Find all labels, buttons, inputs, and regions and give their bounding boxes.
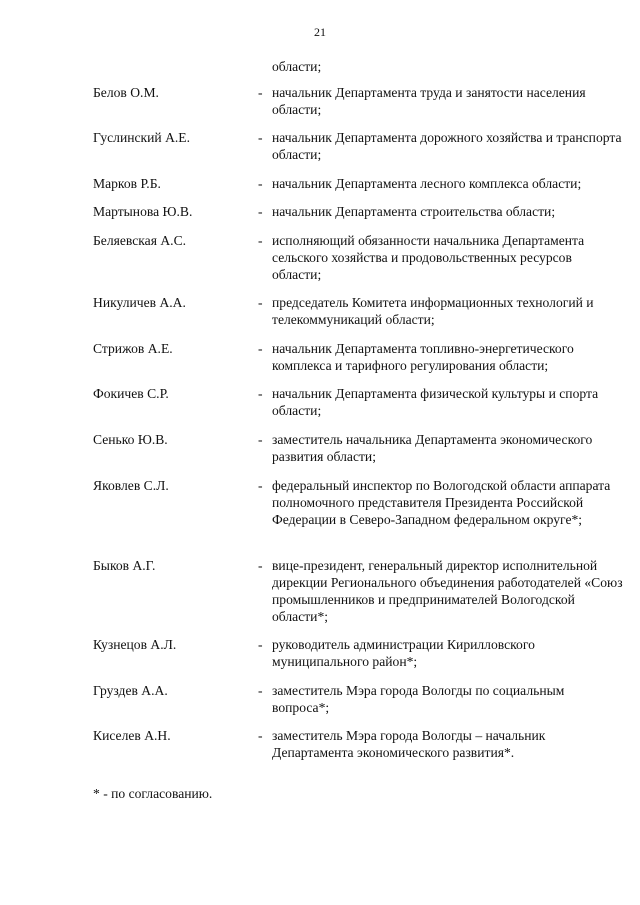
dash-separator: - <box>258 386 263 401</box>
member-position: начальник Департамента дорожного хозяйства и транспорта области; <box>272 130 622 162</box>
member-name: Фокичев С.Р. <box>93 386 169 401</box>
member-name: Мартынова Ю.В. <box>93 204 193 219</box>
member-position: заместитель Мэра города Вологды по социальным вопроса*; <box>272 683 565 715</box>
dash-separator: - <box>258 204 263 219</box>
member-name: Гуслинский А.Е. <box>93 130 191 145</box>
member-position: федеральный инспектор по Вологодской области аппарата полномочного представителя Президента Российской Федерации в Северо-Западном федеральном округе*; <box>272 478 611 527</box>
dash-separator: - <box>258 728 263 743</box>
member-name: Сенько Ю.В. <box>93 432 168 447</box>
dash-separator: - <box>258 341 263 356</box>
member-name: Кузнецов А.Л. <box>93 637 177 652</box>
member-name: Яковлев С.Л. <box>93 478 169 493</box>
member-position: заместитель Мэра города Вологды – начальник Департамента экономического развития*. <box>272 728 546 760</box>
dash-separator: - <box>258 683 263 698</box>
member-name: Киселев А.Н. <box>93 728 171 743</box>
footnote: * - по согласованию. <box>93 786 213 801</box>
member-position: председатель Комитета информационных технологий и телекоммуникаций области; <box>272 295 594 327</box>
continuation-text: области; <box>272 59 322 74</box>
member-position: вице-президент, генеральный директор исполнительной дирекции Регионального объединения работодателей «Союз промышленников и предпринимателей Вологодской области*; <box>272 558 623 624</box>
page-number: 21 <box>314 25 326 39</box>
member-position: заместитель начальника Департамента экономического развития области; <box>272 432 593 464</box>
member-name: Беляевская А.С. <box>93 233 187 248</box>
member-position: начальник Департамента труда и занятости населения области; <box>272 85 586 117</box>
member-name: Быков А.Г. <box>93 558 156 573</box>
member-position: начальник Департамента строительства области; <box>272 204 556 219</box>
dash-separator: - <box>258 130 263 145</box>
member-position: начальник Департамента физической культуры и спорта области; <box>272 386 599 418</box>
dash-separator: - <box>258 176 263 191</box>
member-name: Белов О.М. <box>93 85 159 100</box>
dash-separator: - <box>258 295 263 310</box>
member-name: Марков Р.Б. <box>93 176 161 191</box>
dash-separator: - <box>258 637 263 652</box>
member-position: руководитель администрации Кирилловского муниципального район*; <box>272 637 535 669</box>
dash-separator: - <box>258 233 263 248</box>
dash-separator: - <box>258 432 263 447</box>
dash-separator: - <box>258 558 263 573</box>
member-position: исполняющий обязанности начальника Департамента сельского хозяйства и продовольственных ресурсов области; <box>272 233 585 282</box>
dash-separator: - <box>258 478 263 493</box>
dash-separator: - <box>258 85 263 100</box>
member-position: начальник Департамента лесного комплекса области; <box>272 176 582 191</box>
member-position: начальник Департамента топливно-энергетического комплекса и тарифного регулирования области; <box>272 341 574 373</box>
member-name: Груздев А.А. <box>93 683 168 698</box>
member-name: Стрижов А.Е. <box>93 341 173 356</box>
member-name: Никуличев А.А. <box>93 295 186 310</box>
